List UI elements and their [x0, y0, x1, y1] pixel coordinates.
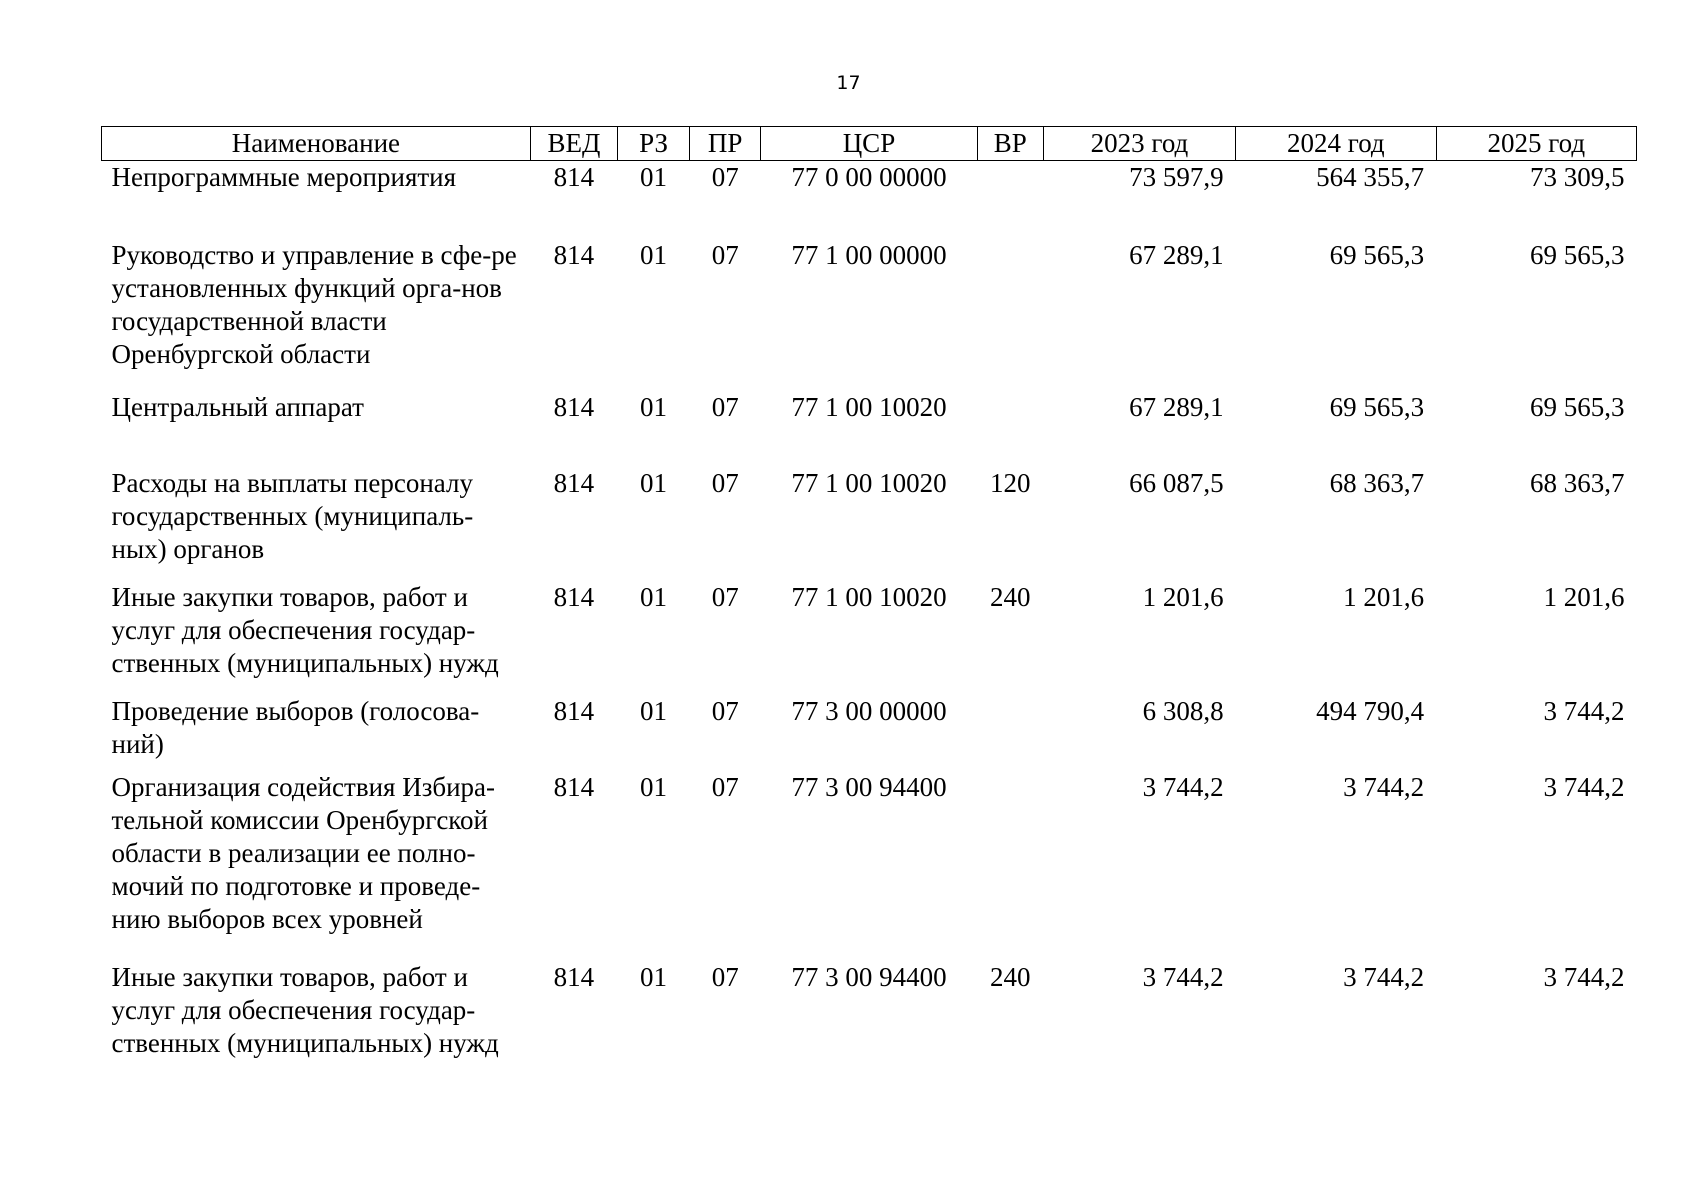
- row-2023: 66 087,5: [1129, 467, 1224, 498]
- row-pr: 07: [711, 695, 739, 726]
- header-2024: 2024 год: [1236, 127, 1436, 161]
- row-2025: 69 565,3: [1530, 239, 1625, 270]
- row-pr: 07: [711, 162, 739, 192]
- row-name: Непрограммные мероприятия: [111, 162, 457, 192]
- row-ved: 814: [553, 467, 595, 498]
- row-vr: 240: [989, 961, 1031, 992]
- row-rz: 01: [640, 162, 668, 192]
- row-2023: 3 744,2: [1142, 771, 1224, 802]
- table-row: [102, 467, 1637, 581]
- row-csr: 77 3 00 00000: [791, 695, 947, 726]
- header-2025: 2025 год: [1436, 127, 1636, 161]
- row-vr: [977, 391, 1043, 467]
- table-row: [102, 391, 1637, 467]
- row-2024: 68 363,7: [1329, 467, 1425, 498]
- row-csr: 77 1 00 10020: [791, 467, 947, 498]
- row-csr: 77 3 00 94400: [791, 961, 947, 992]
- row-csr: 77 0 00 00000: [791, 162, 947, 192]
- row-rz: 01: [640, 391, 668, 422]
- row-2023: 1 201,6: [1142, 581, 1224, 612]
- header-name: Наименование: [102, 127, 531, 161]
- header-rz: РЗ: [617, 127, 689, 161]
- row-ved: 814: [553, 695, 595, 726]
- header-2023: 2023 год: [1043, 127, 1235, 161]
- row-2024: 1 201,6: [1343, 581, 1425, 612]
- row-2025: 73 309,5: [1530, 162, 1625, 192]
- row-2025: 69 565,3: [1530, 391, 1625, 422]
- row-csr: 77 1 00 10020: [791, 391, 947, 422]
- row-2025: 1 201,6: [1543, 581, 1625, 612]
- row-vr: 240: [989, 581, 1031, 612]
- row-vr: 120: [989, 467, 1031, 498]
- row-rz: 01: [640, 239, 668, 270]
- row-rz: 01: [640, 961, 668, 992]
- row-ved: 814: [553, 961, 595, 992]
- row-vr: [977, 161, 1043, 239]
- row-ved: 814: [553, 391, 595, 422]
- row-2023: 73 597,9: [1129, 162, 1224, 192]
- table-row: [102, 961, 1637, 1075]
- row-pr: 07: [711, 467, 739, 498]
- row-rz: 01: [640, 467, 668, 498]
- row-pr: 07: [711, 239, 739, 270]
- table-row: [102, 695, 1637, 771]
- row-2024: 564 355,7: [1316, 162, 1425, 192]
- row-vr: [977, 771, 1043, 961]
- table-row: [102, 581, 1637, 695]
- row-vr: [977, 239, 1043, 391]
- header-vr: ВР: [977, 127, 1043, 161]
- table-row: [102, 161, 1637, 239]
- row-name: Центральный аппарат: [111, 391, 364, 422]
- row-2025: 3 744,2: [1543, 771, 1625, 802]
- row-2025: 3 744,2: [1543, 695, 1625, 726]
- row-2025: 68 363,7: [1530, 467, 1625, 498]
- page-number: 17: [836, 72, 861, 94]
- table-row: [102, 239, 1637, 391]
- row-rz: 01: [640, 695, 668, 726]
- header-pr: ПР: [690, 127, 761, 161]
- row-2024: 69 565,3: [1329, 391, 1425, 422]
- row-name: Иные закупки товаров, работ и услуг для обеспечения государ-ственных (муниципальных) нужд: [111, 581, 499, 678]
- row-pr: 07: [711, 771, 739, 802]
- row-2024: 3 744,2: [1343, 771, 1425, 802]
- row-2024: 494 790,4: [1316, 695, 1425, 726]
- row-name: Руководство и управление в сфе-ре установленных функций орга-нов государственной власти Оренбургской области: [111, 239, 517, 369]
- header-csr: ЦСР: [761, 127, 977, 161]
- row-vr: [977, 695, 1043, 771]
- row-csr: 77 3 00 94400: [791, 771, 947, 802]
- row-rz: 01: [640, 581, 668, 612]
- row-2023: 67 289,1: [1129, 239, 1224, 270]
- row-csr: 77 1 00 00000: [791, 239, 947, 270]
- row-name: Организация содействия Избира-тельной комиссии Оренбургской области в реализации ее полно-мочий по подготовке и проведе-нию выборов всех уровней: [111, 771, 496, 934]
- row-csr: 77 1 00 10020: [791, 581, 947, 612]
- row-2024: 69 565,3: [1329, 239, 1425, 270]
- row-2023: 3 744,2: [1142, 961, 1224, 992]
- row-rz: 01: [640, 771, 668, 802]
- row-ved: 814: [553, 771, 595, 802]
- row-2023: 6 308,8: [1142, 695, 1224, 726]
- row-pr: 07: [711, 391, 739, 422]
- row-name: Расходы на выплаты персоналу государственных (муниципаль-ных) органов: [111, 467, 474, 564]
- row-2024: 3 744,2: [1343, 961, 1425, 992]
- row-2025: 3 744,2: [1543, 961, 1625, 992]
- row-pr: 07: [711, 961, 739, 992]
- table-header-row: [102, 127, 1637, 161]
- row-name: Иные закупки товаров, работ и услуг для обеспечения государ-ственных (муниципальных) нужд: [111, 961, 499, 1058]
- row-2023: 67 289,1: [1129, 391, 1224, 422]
- row-pr: 07: [711, 581, 739, 612]
- header-ved: ВЕД: [530, 127, 617, 161]
- row-ved: 814: [553, 239, 595, 270]
- budget-table: [101, 126, 1637, 1075]
- row-ved: 814: [553, 581, 595, 612]
- table-row: [102, 771, 1637, 961]
- row-name: Проведение выборов (голосова-ний): [111, 695, 480, 759]
- row-ved: 814: [553, 162, 595, 192]
